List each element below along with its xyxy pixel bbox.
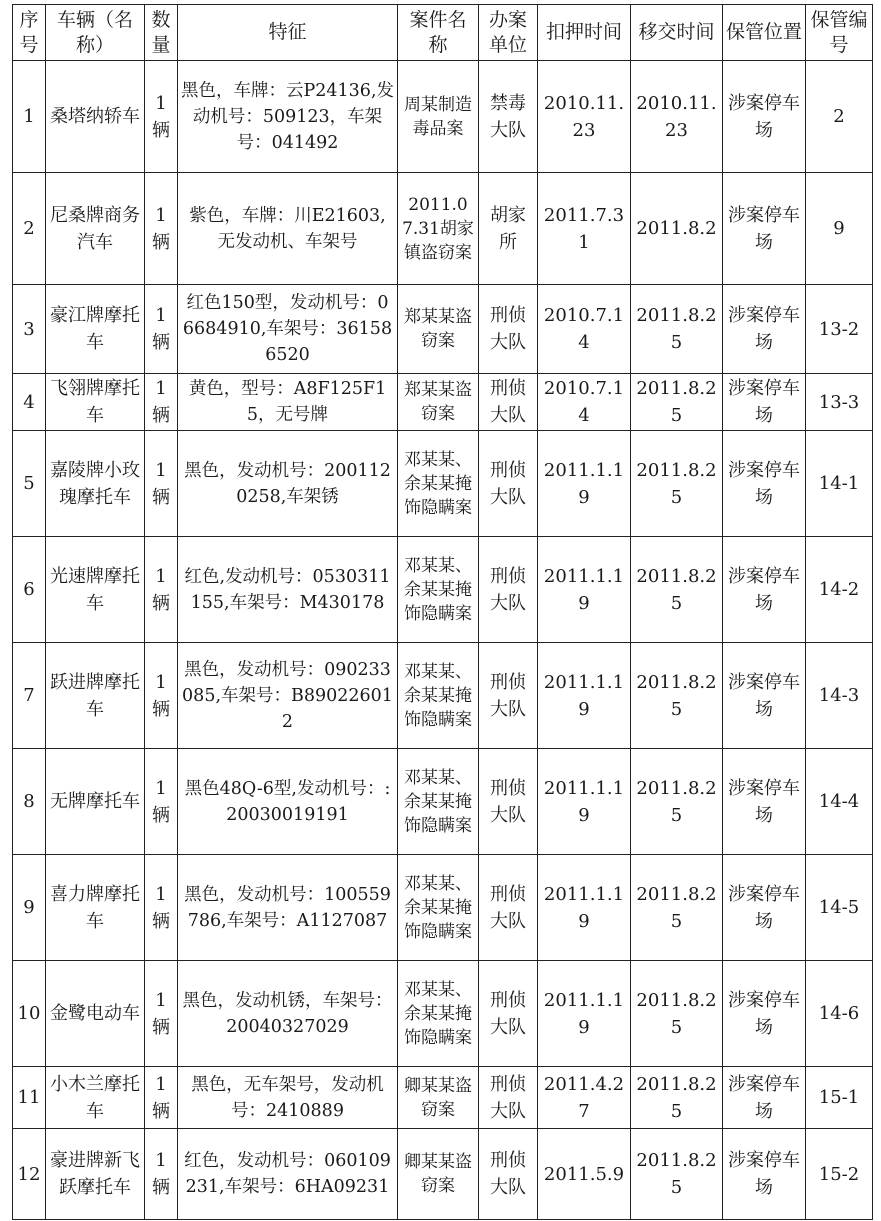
vehicle-name: 无牌摩托车 — [46, 749, 145, 855]
seizure-date: 2010.7.14 — [538, 374, 631, 431]
case-name: 邓某某、余某某掩饰隐瞒案 — [398, 537, 479, 643]
case-name: 卿某某盗窃案 — [398, 1067, 479, 1129]
case-name: 邓某某、余某某掩饰隐瞒案 — [398, 431, 479, 537]
table-row — [13, 61, 873, 173]
seizure-date: 2010.7.14 — [538, 285, 631, 374]
handling-unit: 禁毒大队 — [479, 61, 538, 173]
storage-code: 15-2 — [806, 1129, 873, 1220]
storage-location: 涉案停车场 — [723, 961, 806, 1067]
header-quantity: 数量 — [145, 5, 178, 61]
transfer-date: 2011.8.25 — [631, 285, 723, 374]
header-handling-unit: 办案单位 — [479, 5, 538, 61]
case-name: 邓某某、余某某掩饰隐瞒案 — [398, 961, 479, 1067]
handling-unit: 刑侦大队 — [479, 431, 538, 537]
row-seq: 1 — [13, 61, 46, 173]
row-seq: 2 — [13, 173, 46, 285]
vehicle-name: 豪进牌新飞跃摩托车 — [46, 1129, 145, 1220]
quantity: 1辆 — [145, 855, 178, 961]
seizure-date: 2010.11.23 — [538, 61, 631, 173]
seizure-date: 2011.4.27 — [538, 1067, 631, 1129]
row-seq: 11 — [13, 1067, 46, 1129]
table-row — [13, 749, 873, 855]
seizure-date: 2011.1.19 — [538, 537, 631, 643]
header-seq: 序号 — [13, 5, 46, 61]
vehicle-ledger-table — [12, 4, 873, 1220]
storage-code: 15-1 — [806, 1067, 873, 1129]
quantity: 1辆 — [145, 643, 178, 749]
handling-unit: 刑侦大队 — [479, 1067, 538, 1129]
case-name: 邓某某、余某某掩饰隐瞒案 — [398, 643, 479, 749]
table-row — [13, 431, 873, 537]
transfer-date: 2011.8.25 — [631, 537, 723, 643]
case-name: 2011.07.31胡家镇盗窃案 — [398, 173, 479, 285]
case-name: 周某制造毒品案 — [398, 61, 479, 173]
quantity: 1辆 — [145, 537, 178, 643]
transfer-date: 2011.8.2 — [631, 173, 723, 285]
storage-location: 涉案停车场 — [723, 855, 806, 961]
handling-unit: 刑侦大队 — [479, 1129, 538, 1220]
features: 红色,发动机号：0530311155,车架号：M430178 — [178, 537, 398, 643]
transfer-date: 2011.8.25 — [631, 1067, 723, 1129]
storage-location: 涉案停车场 — [723, 61, 806, 173]
features: 黑色48Q-6型,发动机号：:20030019191 — [178, 749, 398, 855]
features: 黑色，发动机号：090233085,车架号：B890226012 — [178, 643, 398, 749]
transfer-date: 2011.8.25 — [631, 749, 723, 855]
header-case-name: 案件名称 — [398, 5, 479, 61]
case-name: 郑某某盗窃案 — [398, 374, 479, 431]
storage-location: 涉案停车场 — [723, 285, 806, 374]
handling-unit: 胡家所 — [479, 173, 538, 285]
header-storage-code: 保管编号 — [806, 5, 873, 61]
quantity: 1辆 — [145, 61, 178, 173]
storage-code: 14-2 — [806, 537, 873, 643]
vehicle-name: 嘉陵牌小玫瑰摩托车 — [46, 431, 145, 537]
table-row — [13, 855, 873, 961]
storage-code: 14-6 — [806, 961, 873, 1067]
quantity: 1辆 — [145, 749, 178, 855]
handling-unit: 刑侦大队 — [479, 961, 538, 1067]
quantity: 1辆 — [145, 431, 178, 537]
features: 紫色，车牌：川E21603,无发动机、车架号 — [178, 173, 398, 285]
storage-location: 涉案停车场 — [723, 1067, 806, 1129]
features: 黄色，型号：A8F125F15，无号牌 — [178, 374, 398, 431]
vehicle-name: 喜力牌摩托车 — [46, 855, 145, 961]
table-row — [13, 643, 873, 749]
features: 红色150型，发动机号：06684910,车架号：361586520 — [178, 285, 398, 374]
features: 黑色，发动机号：2001120258,车架锈 — [178, 431, 398, 537]
handling-unit: 刑侦大队 — [479, 749, 538, 855]
transfer-date: 2011.8.25 — [631, 961, 723, 1067]
header-features: 特征 — [178, 5, 398, 61]
features: 红色，发动机号：060109231,车架号：6HA09231 — [178, 1129, 398, 1220]
table-row — [13, 1067, 873, 1129]
storage-location: 涉案停车场 — [723, 173, 806, 285]
quantity: 1辆 — [145, 173, 178, 285]
quantity: 1辆 — [145, 285, 178, 374]
row-seq: 8 — [13, 749, 46, 855]
row-seq: 6 — [13, 537, 46, 643]
table-row — [13, 1129, 873, 1220]
vehicle-name: 光速牌摩托车 — [46, 537, 145, 643]
header-transfer-date: 移交时间 — [631, 5, 723, 61]
header-seizure-date: 扣押时间 — [538, 5, 631, 61]
seizure-date: 2011.1.19 — [538, 749, 631, 855]
table-row — [13, 285, 873, 374]
header-row — [13, 5, 873, 61]
row-seq: 3 — [13, 285, 46, 374]
storage-code: 14-4 — [806, 749, 873, 855]
vehicle-name: 小木兰摩托车 — [46, 1067, 145, 1129]
vehicle-name: 飞翎牌摩托车 — [46, 374, 145, 431]
handling-unit: 刑侦大队 — [479, 643, 538, 749]
storage-code: 14-3 — [806, 643, 873, 749]
handling-unit: 刑侦大队 — [479, 285, 538, 374]
storage-code: 13-2 — [806, 285, 873, 374]
case-name: 卿某某盗窃案 — [398, 1129, 479, 1220]
seizure-date: 2011.1.19 — [538, 431, 631, 537]
row-seq: 9 — [13, 855, 46, 961]
vehicle-name: 金鹭电动车 — [46, 961, 145, 1067]
row-seq: 7 — [13, 643, 46, 749]
storage-location: 涉案停车场 — [723, 643, 806, 749]
case-name: 邓某某、余某某掩饰隐瞒案 — [398, 855, 479, 961]
row-seq: 4 — [13, 374, 46, 431]
storage-location: 涉案停车场 — [723, 374, 806, 431]
case-name: 郑某某盗窃案 — [398, 285, 479, 374]
storage-code: 14-5 — [806, 855, 873, 961]
table-row — [13, 537, 873, 643]
handling-unit: 刑侦大队 — [479, 374, 538, 431]
quantity: 1辆 — [145, 374, 178, 431]
vehicle-name: 尼桑牌商务汽车 — [46, 173, 145, 285]
transfer-date: 2011.8.25 — [631, 374, 723, 431]
row-seq: 12 — [13, 1129, 46, 1220]
case-name: 邓某某、余某某掩饰隐瞒案 — [398, 749, 479, 855]
transfer-date: 2010.11.23 — [631, 61, 723, 173]
transfer-date: 2011.8.25 — [631, 1129, 723, 1220]
quantity: 1辆 — [145, 1129, 178, 1220]
quantity: 1辆 — [145, 1067, 178, 1129]
transfer-date: 2011.8.25 — [631, 855, 723, 961]
storage-location: 涉案停车场 — [723, 1129, 806, 1220]
features: 黑色，发动机锈，车架号：20040327029 — [178, 961, 398, 1067]
features: 黑色，发动机号：100559786,车架号：A1127087 — [178, 855, 398, 961]
handling-unit: 刑侦大队 — [479, 537, 538, 643]
vehicle-name: 桑塔纳轿车 — [46, 61, 145, 173]
storage-location: 涉案停车场 — [723, 431, 806, 537]
transfer-date: 2011.8.25 — [631, 643, 723, 749]
features: 黑色，无车架号，发动机号：2410889 — [178, 1067, 398, 1129]
seizure-date: 2011.1.19 — [538, 643, 631, 749]
header-vehicle-name: 车辆（名称） — [46, 5, 145, 61]
seizure-date: 2011.1.19 — [538, 855, 631, 961]
table-row — [13, 374, 873, 431]
seizure-date: 2011.5.9 — [538, 1129, 631, 1220]
features: 黑色，车牌：云P24136,发动机号：509123，车架号：041492 — [178, 61, 398, 173]
vehicle-name: 豪江牌摩托车 — [46, 285, 145, 374]
quantity: 1辆 — [145, 961, 178, 1067]
storage-location: 涉案停车场 — [723, 537, 806, 643]
handling-unit: 刑侦大队 — [479, 855, 538, 961]
seizure-date: 2011.7.31 — [538, 173, 631, 285]
header-storage-location: 保管位置 — [723, 5, 806, 61]
row-seq: 10 — [13, 961, 46, 1067]
table-row — [13, 961, 873, 1067]
seizure-date: 2011.1.19 — [538, 961, 631, 1067]
storage-code: 14-1 — [806, 431, 873, 537]
table-row — [13, 173, 873, 285]
storage-code: 13-3 — [806, 374, 873, 431]
transfer-date: 2011.8.25 — [631, 431, 723, 537]
row-seq: 5 — [13, 431, 46, 537]
storage-code: 9 — [806, 173, 873, 285]
storage-code: 2 — [806, 61, 873, 173]
vehicle-name: 跃进牌摩托车 — [46, 643, 145, 749]
storage-location: 涉案停车场 — [723, 749, 806, 855]
